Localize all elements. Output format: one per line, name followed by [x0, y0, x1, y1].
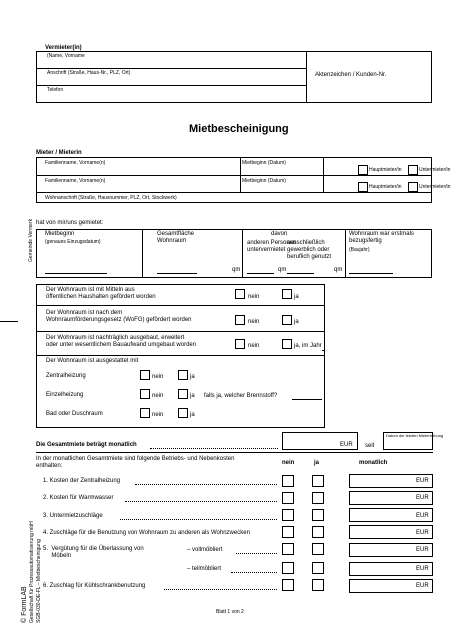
wohnraum-erstmals-label: Wohnraum war erstmals bezugsfertig	[349, 231, 414, 244]
hauptmieter-label: Hauptmieter/in	[369, 184, 402, 190]
einzelheizung-nein-checkbox[interactable]	[140, 389, 150, 399]
nein-label: nein	[248, 343, 260, 349]
mieter1-untermieter-checkbox[interactable]	[408, 165, 418, 175]
item-moebel-label: 5. Vergütung für die Überlassung von Möbeln	[43, 546, 144, 559]
baujahr-label: (Baujahr)	[349, 247, 370, 253]
ausschliesslich-label: ausschließlich gewerblich oder beruflich genutzt	[287, 240, 332, 260]
eur-label: EUR	[416, 530, 429, 536]
untermieter-label: Untermieter/in	[419, 167, 451, 173]
q3-nein-checkbox[interactable]	[235, 339, 245, 349]
q1-nein-checkbox[interactable]	[235, 289, 245, 299]
item-untermietzuschlaege-label: 3. Untermietzuschläge	[43, 513, 103, 519]
eur-label: EUR	[416, 583, 429, 589]
mietbeginn-sub: (genaues Einzugsdatum)	[45, 239, 101, 245]
page-title: Mietbescheinigung	[189, 123, 289, 135]
hauptmieter-label: Hauptmieter/in	[369, 167, 402, 173]
bezugsfertig-input[interactable]	[349, 273, 393, 274]
zentralheizung-ja-checkbox[interactable]	[178, 370, 188, 380]
nein-label: nein	[248, 294, 260, 300]
eur-label: EUR	[416, 513, 429, 519]
mieter2-hauptmieter-checkbox[interactable]	[358, 182, 368, 192]
teilmoebliert-label: – teilmöbliert	[187, 566, 222, 572]
anderen-personen-label: anderen Personen untervermietet	[247, 240, 297, 253]
question-ausstattung: Der Wohnraum ist ausgestattet mit	[46, 358, 139, 364]
ja-im-jahr-label: ja, im Jahr	[294, 343, 322, 349]
fold-mark	[0, 321, 18, 322]
item2-nein-checkbox[interactable]	[282, 492, 294, 504]
qm-label: qm	[278, 267, 287, 273]
vermieter-name-field[interactable]: (Name, Vorname	[47, 53, 85, 59]
formlab-code: SGB-030-DE-FL – Mietbescheinigung	[36, 539, 42, 623]
nein-label: nein	[152, 393, 164, 399]
item3-ja-checkbox[interactable]	[312, 509, 324, 521]
item1-nein-checkbox[interactable]	[282, 475, 294, 487]
einzelheizung-label: Einzelheizung	[46, 392, 84, 398]
mieter2-name-field[interactable]: Familienname, Vorname(n)	[45, 178, 106, 184]
eur-label: EUR	[416, 495, 429, 501]
im-jahr-input[interactable]	[322, 350, 324, 351]
brennstoff-input[interactable]	[292, 399, 322, 400]
q1-ja-checkbox[interactable]	[282, 289, 292, 299]
formlab-brand: © FormLAB	[21, 586, 28, 623]
question-ausgebaut: Der Wohnraum ist nachträglich ausgebaut, erweitert oder unter wesentlichem Bauaufwand umgebaut worden	[46, 335, 197, 348]
item4-ja-checkbox[interactable]	[312, 526, 324, 538]
item-zentralheizung-label: 1. Kosten der Zentralheizung	[43, 478, 121, 484]
gemietet-intro: hat von mir/uns gemietet:	[36, 220, 104, 226]
ja-label: ja	[190, 393, 195, 399]
gewerblich-input[interactable]	[287, 273, 314, 274]
item4-nein-checkbox[interactable]	[282, 526, 294, 538]
mieter2-untermieter-checkbox[interactable]	[408, 182, 418, 192]
mietbeginn-input[interactable]	[45, 273, 107, 274]
item-kuehlschrank-label: 6. Zuschlag für Kühlschrankbenutzung	[43, 583, 146, 589]
item1-ja-checkbox[interactable]	[312, 475, 324, 487]
item6-ja-checkbox[interactable]	[312, 579, 324, 591]
qm-label: qm	[232, 267, 241, 273]
item2-ja-checkbox[interactable]	[312, 492, 324, 504]
vermieter-anschrift-field[interactable]: Anschrift (Straße, Haus-Nr., PLZ, Ort)	[47, 70, 131, 76]
eur-label: EUR	[416, 478, 429, 484]
nein-label: nein	[248, 319, 260, 325]
mieter1-mietbeginn-field[interactable]: Mietbeginn (Datum)	[242, 160, 286, 166]
vermieter-telefon-field[interactable]: Telefon	[47, 87, 64, 93]
question-oeffentlich: Der Wohnraum ist mit Mitteln aus öffentlichen Haushalten gefördert worden	[46, 287, 156, 300]
gemeinde-vermerk-label: Gemeinde Vermerk	[28, 218, 34, 262]
vollmoebliert-nein-checkbox[interactable]	[282, 543, 294, 555]
ja-label: ja	[294, 319, 299, 325]
mieter1-name-field[interactable]: Familienname, Vorname(n)	[45, 160, 106, 166]
brennstoff-label: falls ja, welcher Brennstoff?	[204, 393, 278, 399]
mieter-heading: Mieter / Mieterin	[36, 150, 82, 156]
bad-label: Bad oder Duschraum	[46, 411, 103, 417]
bad-ja-checkbox[interactable]	[178, 408, 188, 418]
teilmoebliert-nein-checkbox[interactable]	[282, 562, 294, 574]
untermieter-label: Untermieter/in	[419, 184, 451, 190]
qm-label: qm	[334, 267, 343, 273]
mietbeginn-label: Mietbeginn	[45, 231, 75, 237]
item-warmwasser-label: 2. Kosten für Warmwasser	[43, 495, 114, 501]
q3-ja-checkbox[interactable]	[282, 339, 292, 349]
ja-label: ja	[190, 412, 195, 418]
ja-label: ja	[294, 294, 299, 300]
mieterhoehung-label: Datum der letzten Mieterhöhung	[386, 433, 444, 438]
teilmoebliert-ja-checkbox[interactable]	[312, 562, 324, 574]
aktenzeichen-field[interactable]: Aktenzeichen / Kunden-Nr.	[315, 72, 387, 78]
gesamtflaeche-input[interactable]	[157, 273, 197, 274]
item-wohnzwecke-label: 4. Zuschläge für die Benutzung von Wohnraum zu anderen als Wohnzwecken	[43, 530, 250, 536]
untervermietet-input[interactable]	[247, 273, 274, 274]
item3-nein-checkbox[interactable]	[282, 509, 294, 521]
eur-label: EUR	[416, 547, 429, 553]
bad-nein-checkbox[interactable]	[140, 408, 150, 418]
q2-nein-checkbox[interactable]	[235, 315, 245, 325]
vermieter-heading: Vermieter(in)	[45, 45, 82, 51]
zentralheizung-label: Zentralheizung	[46, 373, 86, 379]
gesamtflaeche-label: Gesamtfläche Wohnraum	[157, 231, 195, 244]
mieter2-mietbeginn-field[interactable]: Mietbeginn (Datum)	[242, 178, 286, 184]
ja-label: ja	[190, 374, 195, 380]
item6-nein-checkbox[interactable]	[282, 579, 294, 591]
col-monatlich: monatlich	[359, 460, 388, 466]
formlab-company: Gesellschaft für Prozessautomatisierung mbH	[29, 521, 35, 623]
davon-label: davon	[271, 231, 288, 237]
eur-label: EUR	[340, 442, 353, 448]
nein-label: nein	[152, 374, 164, 380]
q2-ja-checkbox[interactable]	[282, 315, 292, 325]
col-ja: ja	[314, 460, 320, 466]
einzelheizung-ja-checkbox[interactable]	[178, 389, 188, 399]
col-nein: nein	[282, 460, 295, 466]
enthalten-intro: In der monatlichen Gesamtmiete sind folgende Betriebs- und Nebenkosten enthalten:	[36, 456, 235, 469]
nein-label: nein	[152, 412, 164, 418]
seit-label: seit	[365, 443, 375, 449]
question-wofg: Der Wohnraum ist nach dem Wohnraumförderungsgesetz (WoFG) gefördert worden	[46, 310, 192, 323]
zentralheizung-nein-checkbox[interactable]	[140, 370, 150, 380]
vollmoebliert-label: – vollmöbliert	[187, 547, 223, 553]
vollmoebliert-ja-checkbox[interactable]	[312, 543, 324, 555]
mieter1-hauptmieter-checkbox[interactable]	[358, 165, 368, 175]
eur-label: EUR	[416, 566, 429, 572]
page-number: Blatt 1 von 2	[216, 609, 244, 615]
wohnanschrift-field[interactable]: Wohnanschrift (Straße, Hausnummer, PLZ, Ort, Stockwerk)	[45, 195, 177, 201]
gesamtmiete-label: Die Gesamtmiete beträgt monatlich	[36, 442, 137, 448]
